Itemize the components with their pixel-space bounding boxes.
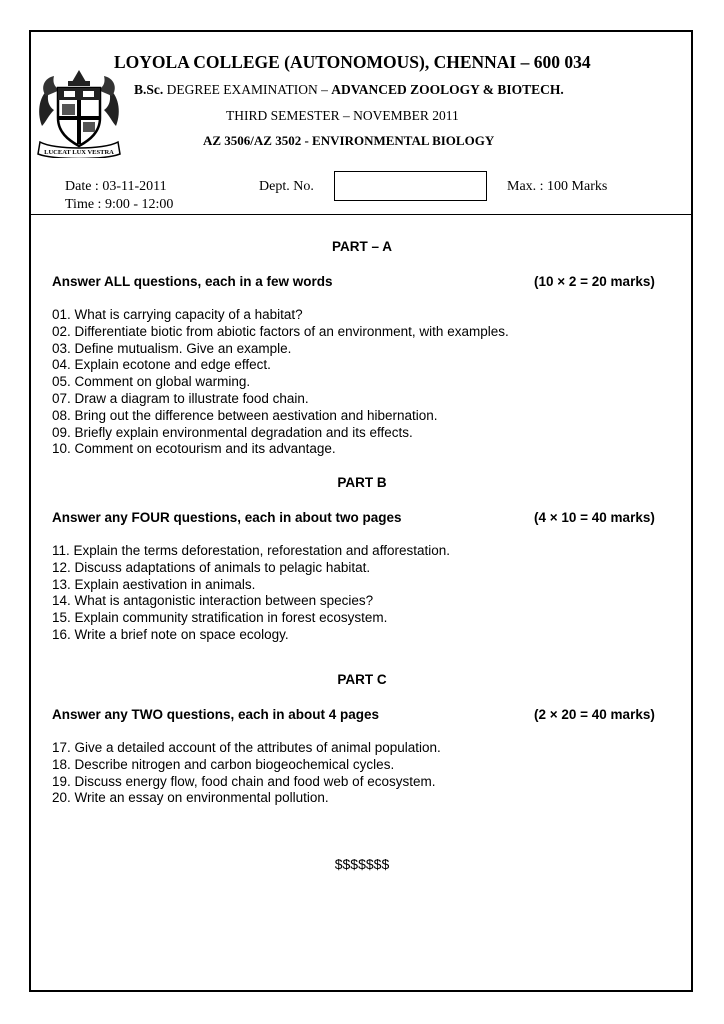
question-item: 20. Write an essay on environmental pollution. <box>52 790 329 806</box>
question-item: 05. Comment on global warming. <box>52 374 251 390</box>
question-item: 07. Draw a diagram to illustrate food chain. <box>52 390 309 406</box>
dept-no-label: Dept. No. <box>259 179 314 194</box>
dept-no-box[interactable] <box>334 171 487 201</box>
part-c-instruction: Answer any TWO questions, each in about 4 pages <box>52 707 380 722</box>
part-a-questions <box>52 307 509 458</box>
part-b-instruction: Answer any FOUR questions, each in about two pages <box>52 510 402 525</box>
svg-text:LUCEAT LUX VESTRA: LUCEAT LUX VESTRA <box>44 149 114 156</box>
question-item: 08. Bring out the difference between aestivation and hibernation. <box>52 407 438 423</box>
part-a-title: PART – A <box>331 239 392 254</box>
part-b-title: PART B <box>337 475 387 490</box>
question-item: 01. What is carrying capacity of a habitat? <box>52 307 303 322</box>
paper-title: AZ 3506/AZ 3502 - ENVIRONMENTAL BIOLOGY <box>203 133 495 148</box>
question-item: 13. Explain aestivation in animals. <box>52 576 256 592</box>
degree-prefix: B.Sc. <box>134 82 164 97</box>
question-item: 17. Give a detailed account of the attributes of animal population. <box>52 740 441 755</box>
college-name: LOYOLA COLLEGE (AUTONOMOUS), CHENNAI – 600 034 <box>114 52 591 72</box>
max-marks: Max. : 100 Marks <box>507 179 608 194</box>
question-item: 15. Explain community stratification in forest ecosystem. <box>52 610 388 626</box>
question-item: 11. Explain the terms deforestation, reforestation and afforestation. <box>52 543 450 558</box>
semester-line: THIRD SEMESTER – NOVEMBER 2011 <box>226 108 459 123</box>
part-a-marks: (10 × 2 = 20 marks) <box>534 274 655 289</box>
part-c-marks: (2 × 20 = 40 marks) <box>534 707 655 722</box>
part-c-questions <box>52 740 441 807</box>
degree-subject: ADVANCED ZOOLOGY & BIOTECH. <box>331 82 564 97</box>
question-item: 03. Define mutualism. Give an example. <box>52 340 292 356</box>
degree-middle: DEGREE EXAMINATION – <box>163 82 332 97</box>
question-item: 14. What is antagonistic interaction between species? <box>52 593 374 609</box>
question-item: 10. Comment on ecotourism and its advantage. <box>52 441 336 457</box>
question-item: 19. Discuss energy flow, food chain and food web of ecosystem. <box>52 773 436 789</box>
exam-date: Date : 03-11-2011 <box>65 179 167 194</box>
question-item: 16. Write a brief note on space ecology. <box>52 626 289 642</box>
college-crest-logo <box>34 66 124 158</box>
exam-time: Time : 9:00 - 12:00 <box>65 197 174 212</box>
part-a-instruction: Answer ALL questions, each in a few words <box>52 274 333 289</box>
question-item: 04. Explain ecotone and edge effect. <box>52 357 271 373</box>
end-mark: $$$$$$$ <box>334 856 390 872</box>
question-item: 18. Describe nitrogen and carbon biogeochemical cycles. <box>52 756 395 772</box>
question-item: 02. Differentiate biotic from abiotic factors of an environment, with examples. <box>52 323 509 339</box>
part-b-marks: (4 × 10 = 40 marks) <box>534 510 655 525</box>
part-b-questions <box>52 543 450 644</box>
question-item: 09. Briefly explain environmental degradation and its effects. <box>52 424 413 440</box>
header-divider <box>29 214 693 215</box>
question-item: 12. Discuss adaptations of animals to pelagic habitat. <box>52 559 371 575</box>
degree-line <box>134 82 564 98</box>
part-c-title: PART C <box>337 672 387 687</box>
